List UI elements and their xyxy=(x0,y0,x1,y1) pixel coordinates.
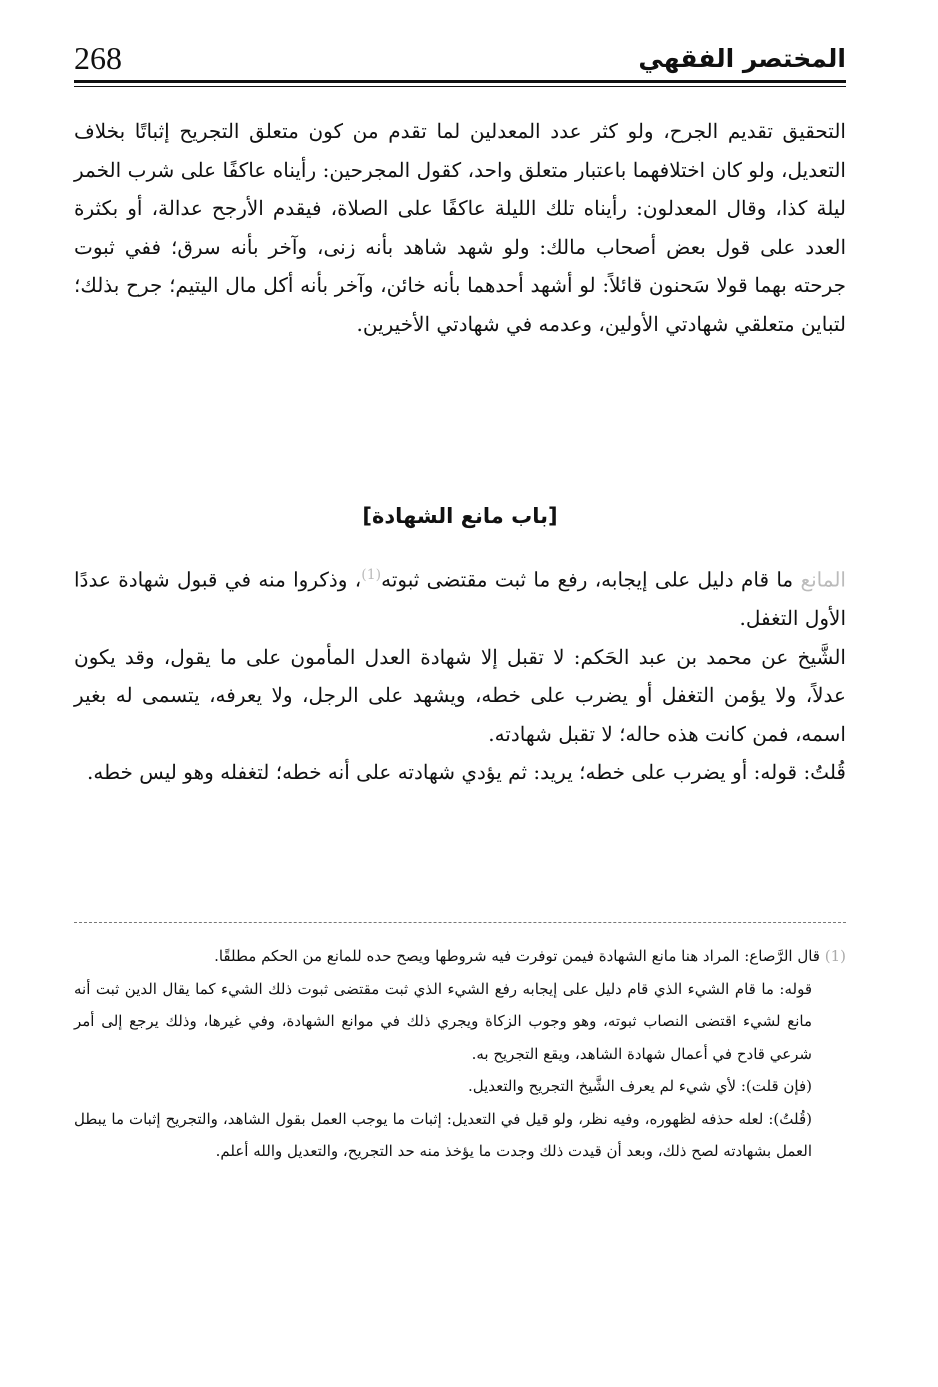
lead-word: المانع xyxy=(800,567,846,592)
footnote-mark: (1) xyxy=(824,947,846,965)
footnote-continuation: قوله: ما قام الشيء الذي قام دليل على إيجابه رفع الشيء الذي ثبت مقتضى ثبوت ذلك الشيء كما يقال الدين ثبت أنه مانع لشيء اقتضى النصاب ثبوته، وهو وجوب الزكاة ويجري ذلك في موانع الشهادة، وفي غيرها، وذلك يرجع إلى أمر شرعي قادح في أعمال شهادة الشاهد، ويقع التجريح به. xyxy=(74,979,812,1063)
chapter-heading: [باب مانع الشهادة] xyxy=(362,504,558,528)
chapter-paragraph: قُلتُ: قوله: أو يضرب على خطه؛ يريد: ثم يؤدي شهادته على أنه خطه؛ لتغفله وهو ليس خطه. xyxy=(87,760,846,785)
page-number: 268 xyxy=(74,40,122,76)
chapter-definition xyxy=(74,556,846,638)
page-header xyxy=(74,38,846,78)
book-title: المختصر الفقهي xyxy=(638,44,846,73)
footnote xyxy=(74,940,846,973)
footnote-text: قال الرَّصاع: المراد هنا مانع الشهادة فيمن توفرت فيه شروطها ويصح حده للمانع من الحكم مطلقًا. xyxy=(214,947,825,965)
footnote-reference[interactable]: (1) xyxy=(361,567,382,583)
header-rule-thin xyxy=(74,86,846,87)
footnote-continuation: (فإن قلت): لأي شيء لم يعرف الشَّيخ التجريح والتعديل. xyxy=(467,1077,812,1095)
definition-text: ما قام دليل على إيجابه، رفع ما ثبت مقتضى ثبوته xyxy=(381,567,801,592)
definition-rest: ، وذكروا منه في قبول شهادة عددًا الأول التغفل. xyxy=(74,567,846,631)
footnote-continuation: (قُلتُ): لعله حذفه لظهوره، وفيه نظر، ولو قيل في التعديل: إثبات ما يوجب العمل بقول الشاهد، والتجريح إثبات ما يبطل العمل بشهادته لصح ذلك، وبعد أن قيدت ذلك وجدت ما يؤخذ منه حد التجريح، والتعديل والله أعلم. xyxy=(74,1109,812,1160)
footnotes xyxy=(74,940,846,1168)
chapter-text xyxy=(74,556,846,792)
main-text xyxy=(74,112,846,343)
header-rule xyxy=(74,80,846,83)
body-paragraph: التحقيق تقديم الجرح، ولو كثر عدد المعدلين لما تقدم من كون متعلق التجريح إثباتًا بخلاف التعديل، ولو كان اختلافهما باعتبار متعلق واحد، كقول المجرحين: رأيناه عاكفًا على شرب الخمر ليلة كذا، وقال المعدلون: رأيناه تلك الليلة عاكفًا على الصلاة، فيقدم الأرجح عدالة، أو بكثرة العدد على قول بعض أصحاب مالك: ولو شهد شاهد بأنه زنى، وآخر بأنه سرق؛ ففي ثبوت جرحته بهما قولا سَحنون قائلاً: لو أشهد أحدهما بأنه خائن، وآخر بأنه أكل مال اليتيم؛ جرح بذلك؛ لتباين متعلقي شهادتي الأولين، وعدمه في شهادتي الأخيرين. xyxy=(74,119,846,336)
chapter-paragraph: الشَّيخ عن محمد بن عبد الحَكم: لا تقبل إلا شهادة العدل المأمون على ما يقول، وقد يكون عدلاً، ولا يؤمن التغفل أو يضرب على خطه، ويشهد على الرجل، ولا يعرفه، يتسمى له بغير اسمه، فمن كانت هذه حاله؛ لا تقبل شهادته. xyxy=(74,644,846,746)
footnote-divider xyxy=(74,922,846,923)
